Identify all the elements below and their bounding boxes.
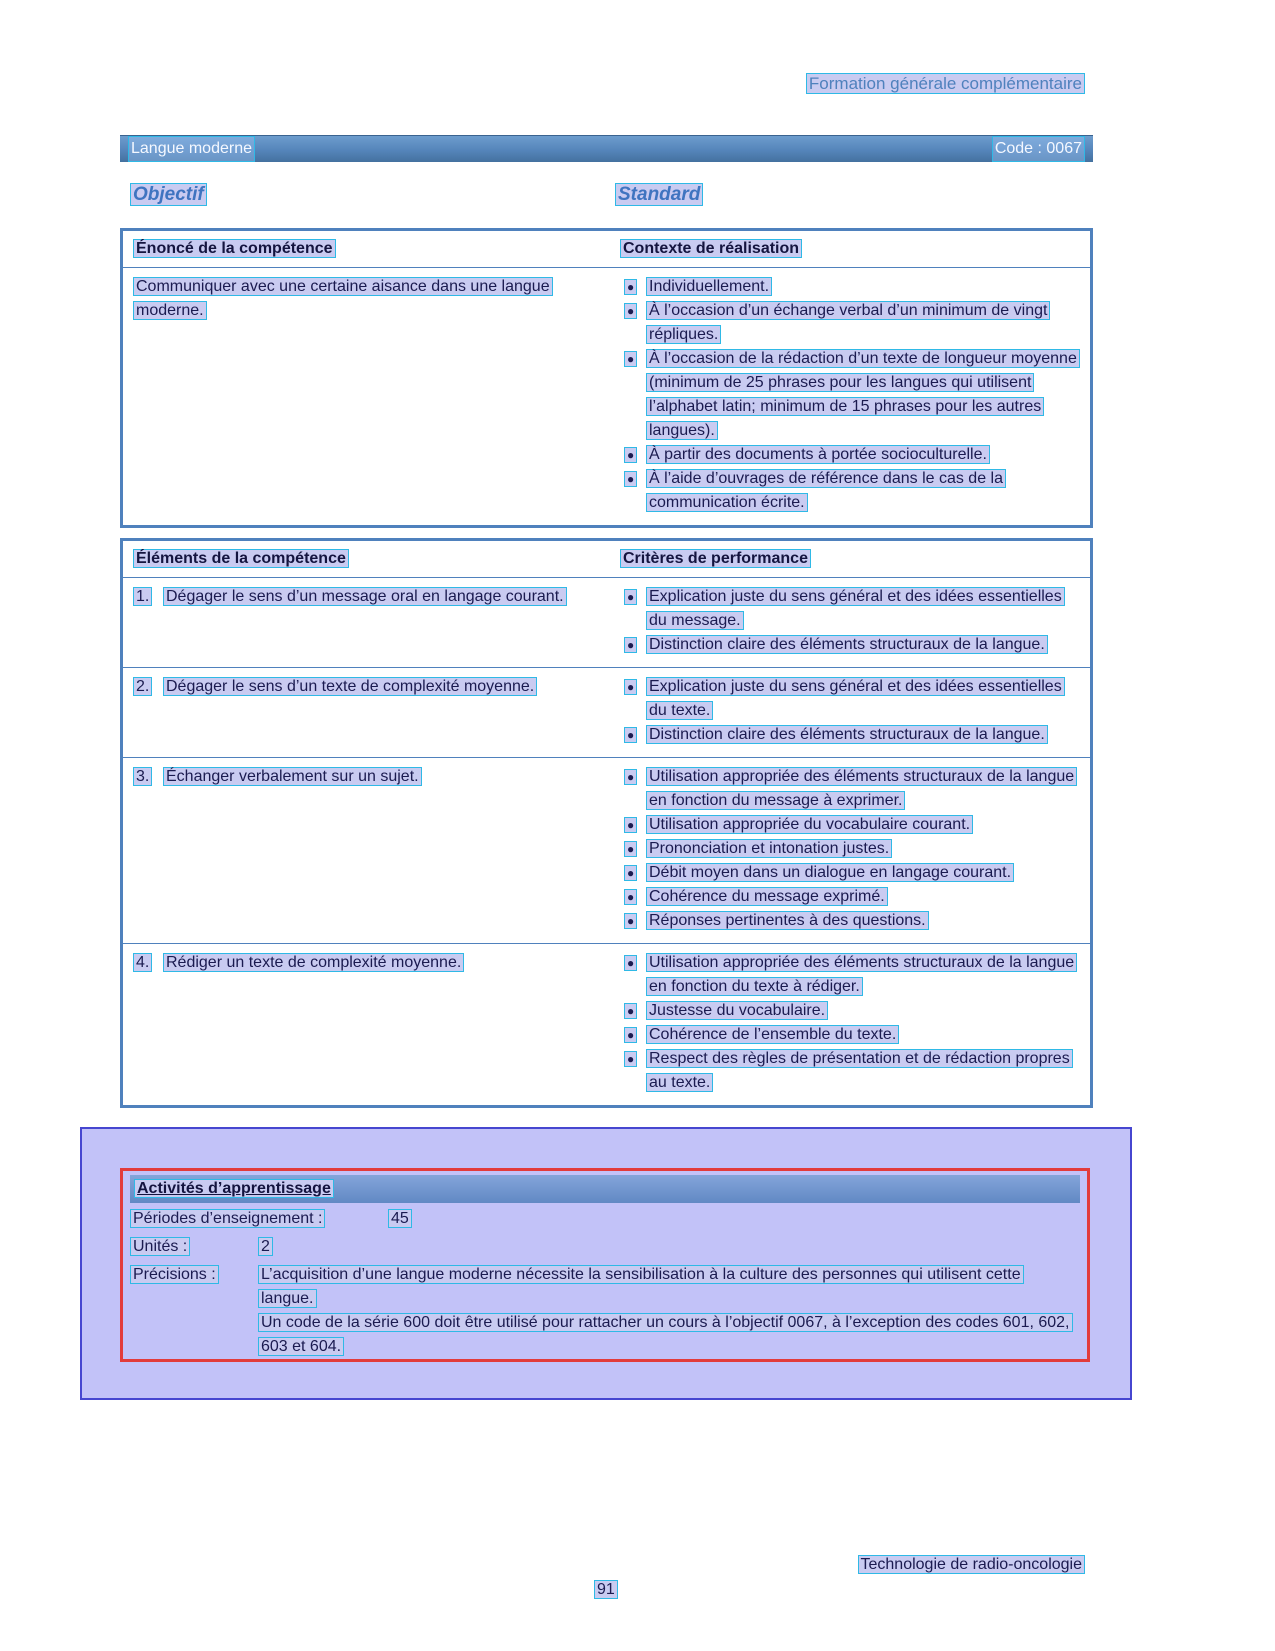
competency-elements-table xyxy=(120,538,1093,1108)
top-note-text: Formation générale complémentaire xyxy=(806,73,1085,94)
units-row xyxy=(130,1235,1080,1259)
criteria-bullet-list xyxy=(620,951,1080,1095)
table1-header-left: Énoncé de la compétence xyxy=(133,237,620,261)
performance-criteria xyxy=(620,765,1080,933)
competency-statement: Communiquer avec une certaine aisance dans une langue moderne. xyxy=(133,275,620,515)
bullet-icon: ● xyxy=(624,723,637,747)
bullet-icon: ● xyxy=(624,1023,637,1047)
units-value: 2 xyxy=(258,1235,273,1259)
bullet-icon: ● xyxy=(624,275,637,299)
precisions-paragraph: Un code de la série 600 doit être utilisé pour rattacher un cours à l’objectif 0067, à l’exception des codes 601, 602, 603 et 604. xyxy=(258,1311,1080,1359)
list-item: ● Individuellement. xyxy=(620,275,1080,299)
precisions-content xyxy=(258,1263,1080,1359)
footer-program-name: Technologie de radio-oncologie xyxy=(858,1553,1086,1577)
list-item: ● Respect des règles de présentation et de rédaction propres au texte. xyxy=(620,1047,1080,1095)
table-row xyxy=(123,757,1090,943)
bullet-icon: ● xyxy=(624,1047,637,1071)
bullet-icon: ● xyxy=(624,467,637,491)
annotation-overlay xyxy=(80,1127,1132,1400)
precisions-label: Précisions : xyxy=(130,1263,258,1359)
bullet-icon: ● xyxy=(624,765,637,789)
activities-title: Activités d’apprentissage xyxy=(134,1179,334,1198)
realization-context xyxy=(620,275,1080,515)
section-title-standard: Standard xyxy=(615,183,703,207)
list-item: ● À l’occasion de la rédaction d’un texte de longueur moyenne (minimum de 25 phrases pour les langues qui utilisent l’alphabet latin; minimum de 15 phrases pour les autres langues). xyxy=(620,347,1080,443)
periods-value: 45 xyxy=(388,1207,412,1231)
performance-criteria xyxy=(620,951,1080,1095)
criteria-bullet-list xyxy=(620,675,1080,747)
list-item: ● Distinction claire des éléments structuraux de la langue. xyxy=(620,633,1080,657)
element-number: 4. xyxy=(133,951,152,975)
list-item: ● Explication juste du sens général et des idées essentielles du message. xyxy=(620,585,1080,633)
document-code: Code : 0067 xyxy=(992,136,1085,162)
bullet-icon: ● xyxy=(624,633,637,657)
bullet-icon: ● xyxy=(624,585,637,609)
table-row xyxy=(123,667,1090,757)
table1-body-row xyxy=(123,268,1090,525)
element-number: 3. xyxy=(133,765,152,789)
table2-header-row xyxy=(123,541,1090,578)
element-text: 2. Dégager le sens d’un texte de complexité moyenne. xyxy=(133,675,620,747)
bullet-icon: ● xyxy=(624,443,637,467)
bullet-icon: ● xyxy=(624,885,637,909)
bullet-icon: ● xyxy=(624,813,637,837)
performance-criteria xyxy=(620,585,1080,657)
context-bullet-list xyxy=(620,275,1080,515)
list-item: ● À l’aide d’ouvrages de référence dans le cas de la communication écrite. xyxy=(620,467,1080,515)
list-item: ● Réponses pertinentes à des questions. xyxy=(620,909,1080,933)
table2-header-right: Critères de performance xyxy=(620,547,1080,571)
element-number: 1. xyxy=(133,585,152,609)
page-number: 91 xyxy=(594,1578,618,1602)
bullet-icon: ● xyxy=(624,675,637,699)
list-item: ● Cohérence de l’ensemble du texte. xyxy=(620,1023,1080,1047)
bullet-icon: ● xyxy=(624,837,637,861)
learning-activities-box xyxy=(120,1168,1090,1362)
top-note xyxy=(806,72,1085,96)
activities-title-band xyxy=(130,1175,1080,1203)
list-item: ● Utilisation appropriée des éléments structuraux de la langue en fonction du texte à rédiger. xyxy=(620,951,1080,999)
document-title: Langue moderne xyxy=(128,136,255,162)
list-item: ● À l’occasion d’un échange verbal d’un minimum de vingt répliques. xyxy=(620,299,1080,347)
periods-label: Périodes d’enseignement : xyxy=(130,1207,388,1231)
section-title-objectif: Objectif xyxy=(130,183,207,207)
list-item: ● Utilisation appropriée du vocabulaire courant. xyxy=(620,813,1080,837)
bullet-icon: ● xyxy=(624,909,637,933)
competency-statement-table xyxy=(120,228,1093,528)
table1-header-row xyxy=(123,231,1090,268)
element-text: 1. Dégager le sens d’un message oral en langage courant. xyxy=(133,585,620,657)
bullet-icon: ● xyxy=(624,999,637,1023)
list-item: ● Justesse du vocabulaire. xyxy=(620,999,1080,1023)
element-text: 4. Rédiger un texte de complexité moyenne. xyxy=(133,951,620,1095)
list-item: ● Cohérence du message exprimé. xyxy=(620,885,1080,909)
list-item: ● À partir des documents à portée socioculturelle. xyxy=(620,443,1080,467)
bullet-icon: ● xyxy=(624,347,637,371)
precisions-row xyxy=(130,1263,1080,1359)
table1-header-right: Contexte de réalisation xyxy=(620,237,1080,261)
bullet-icon: ● xyxy=(624,861,637,885)
units-label: Unités : xyxy=(130,1235,258,1259)
table-row xyxy=(123,943,1090,1105)
periods-row xyxy=(130,1207,1080,1231)
table2-header-left: Éléments de la compétence xyxy=(133,547,620,571)
precisions-paragraph: L’acquisition d’une langue moderne nécessite la sensibilisation à la culture des personnes qui utilisent cette langue. xyxy=(258,1263,1080,1311)
list-item: ● Prononciation et intonation justes. xyxy=(620,837,1080,861)
bullet-icon: ● xyxy=(624,299,637,323)
list-item: ● Débit moyen dans un dialogue en langage courant. xyxy=(620,861,1080,885)
table-row xyxy=(123,578,1090,667)
criteria-bullet-list xyxy=(620,585,1080,657)
criteria-bullet-list xyxy=(620,765,1080,933)
list-item: ● Utilisation appropriée des éléments structuraux de la langue en fonction du message à exprimer. xyxy=(620,765,1080,813)
document-title-bar xyxy=(120,135,1093,162)
element-number: 2. xyxy=(133,675,152,699)
element-text: 3. Échanger verbalement sur un sujet. xyxy=(133,765,620,933)
bullet-icon: ● xyxy=(624,951,637,975)
list-item: ● Explication juste du sens général et des idées essentielles du texte. xyxy=(620,675,1080,723)
list-item: ● Distinction claire des éléments structuraux de la langue. xyxy=(620,723,1080,747)
performance-criteria xyxy=(620,675,1080,747)
